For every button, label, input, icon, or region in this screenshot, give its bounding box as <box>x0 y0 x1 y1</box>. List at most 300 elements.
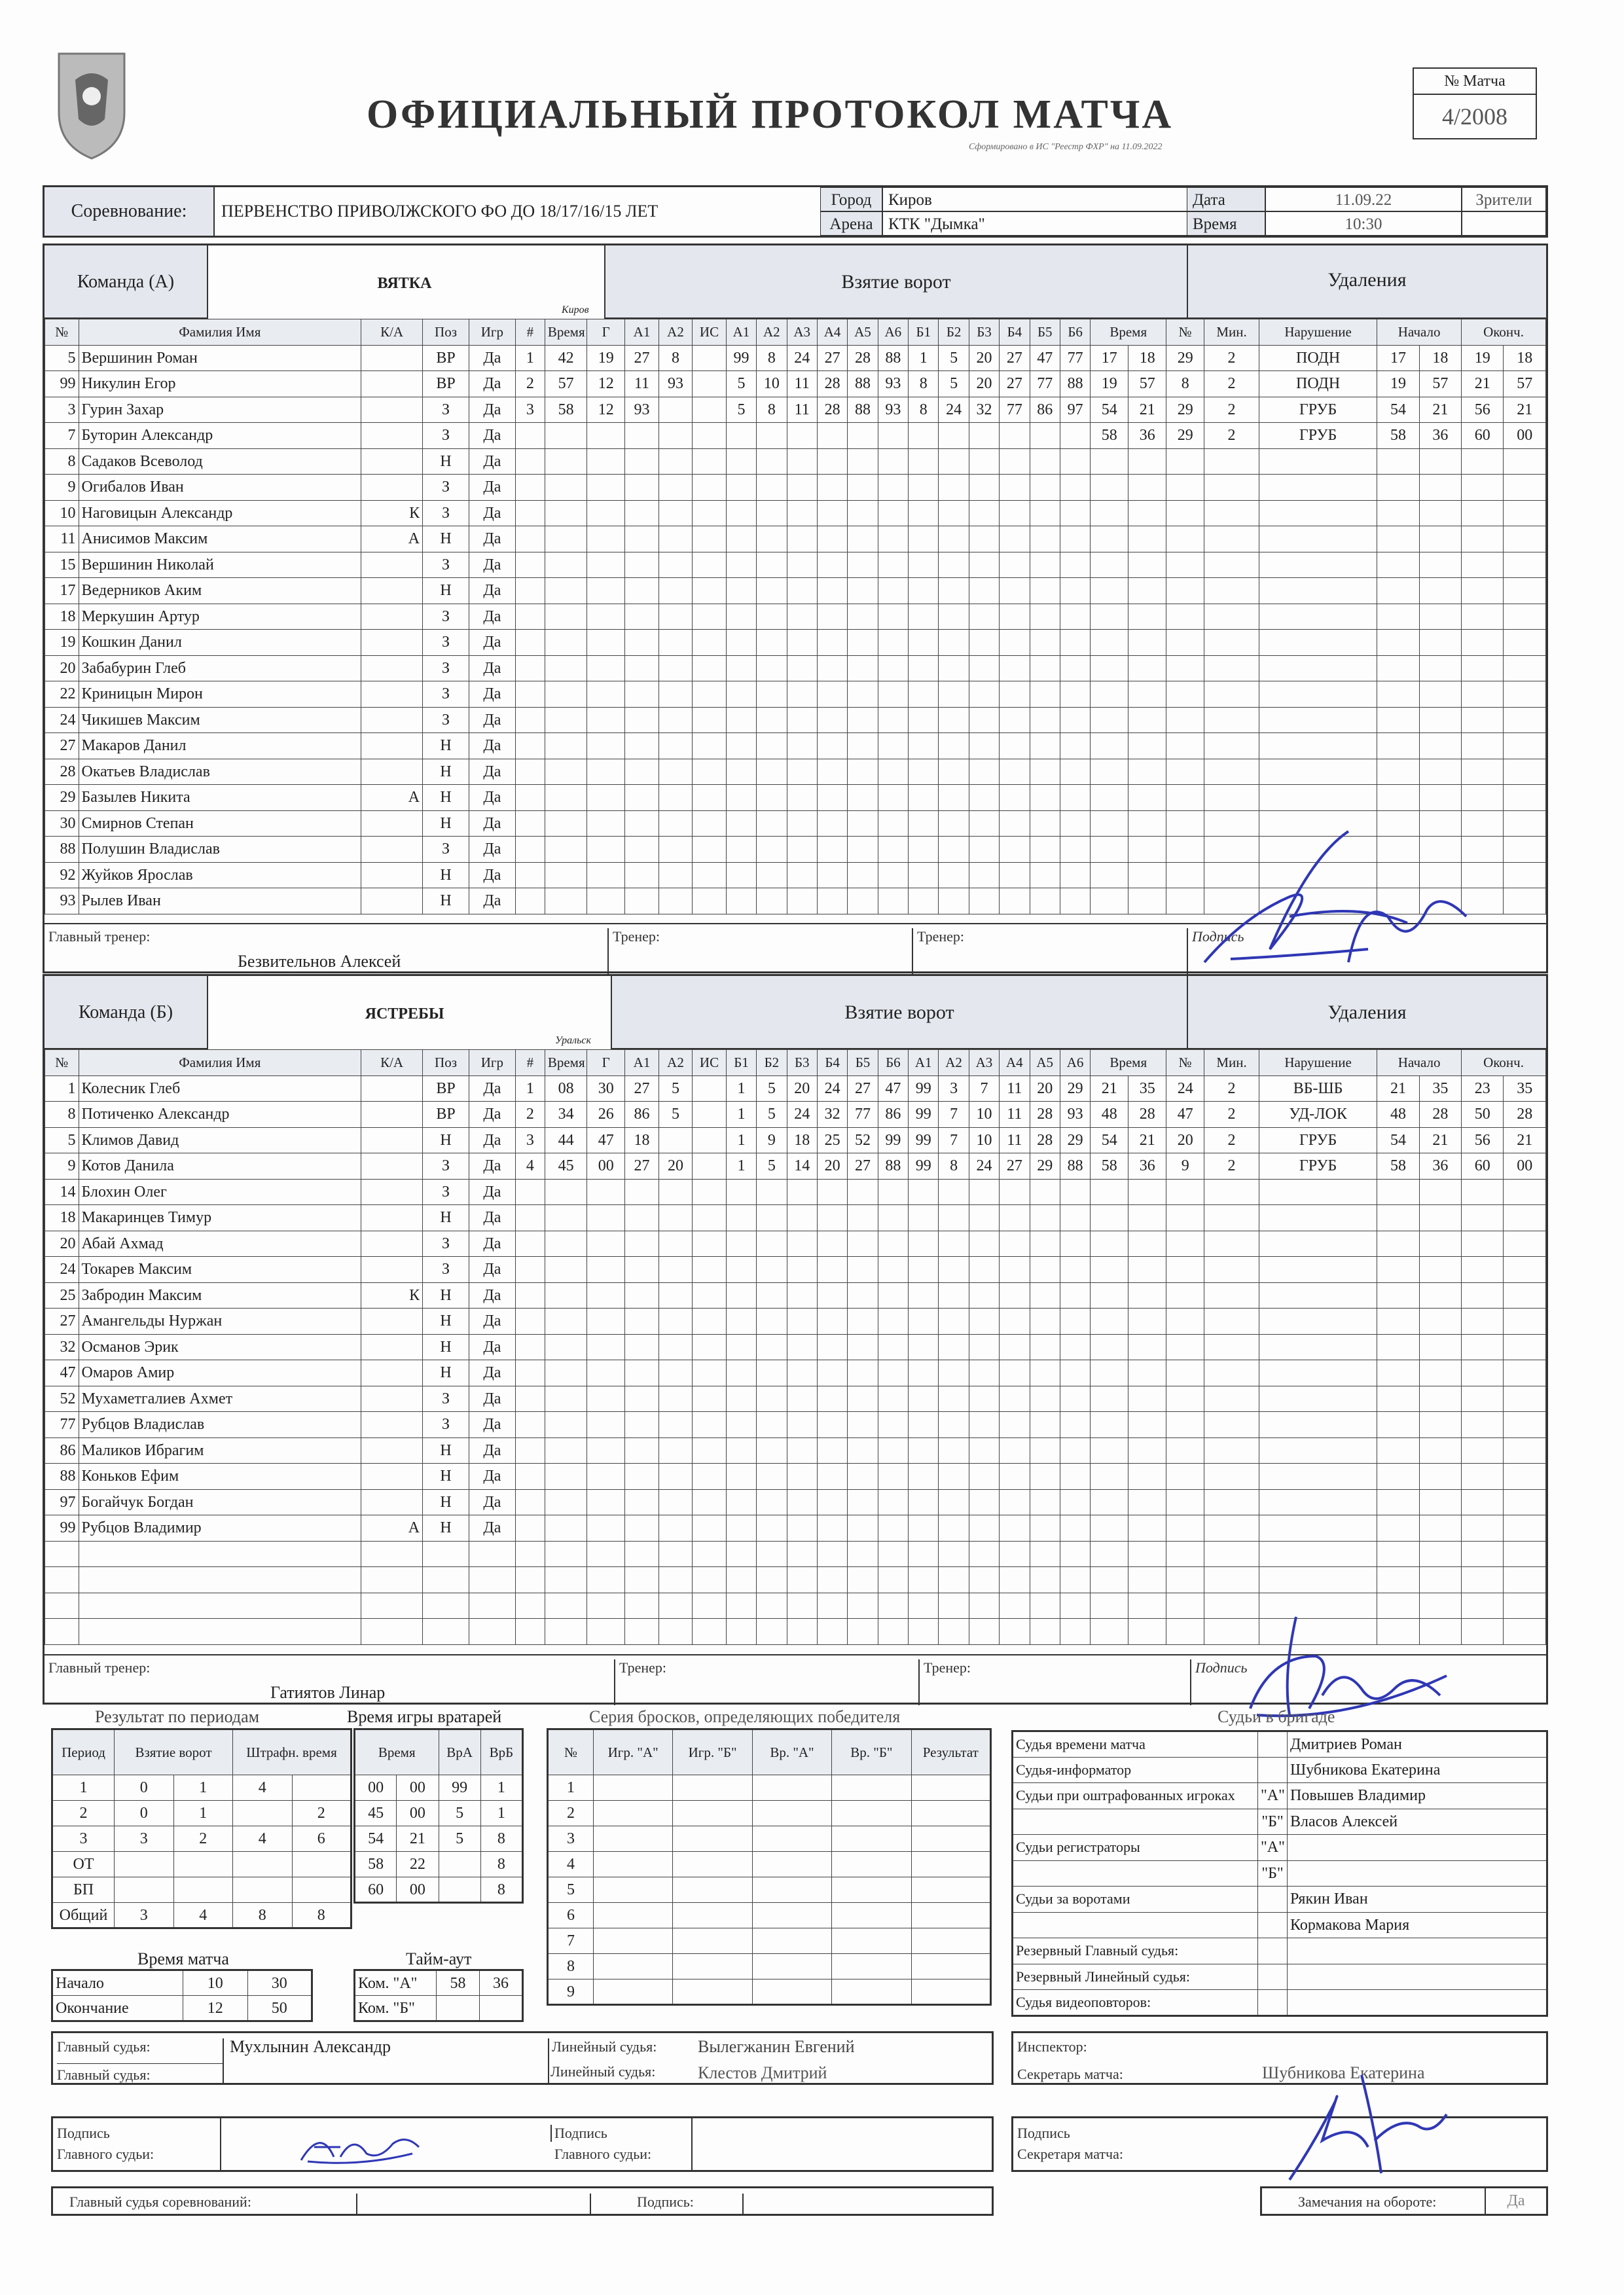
team-a-penalty-field <box>1091 759 1128 785</box>
team-a-oncourt-player <box>1060 733 1090 759</box>
team-a-pen-head-0: Время <box>1091 319 1166 346</box>
shootout-number: 5 <box>548 1877 594 1903</box>
team-b-player-name: Рубцов Владимир <box>79 1515 361 1542</box>
team-a-oncourt-player <box>787 423 817 449</box>
team-a-player-number: 92 <box>45 862 79 888</box>
team-b-penalty-field <box>1166 1619 1204 1645</box>
team-b-goal-field <box>625 1489 659 1515</box>
team-a-oncourt-player <box>909 526 939 552</box>
team-b-oncourt-player <box>1000 1567 1030 1593</box>
team-a-oncourt-player <box>787 604 817 630</box>
team-a-goal-field <box>545 500 586 526</box>
team-a-goal-field <box>515 423 545 449</box>
team-a-player-number: 8 <box>45 448 79 475</box>
team-b-goal-field <box>625 1541 659 1567</box>
team-b-oncourt-player <box>969 1619 999 1645</box>
team-a-goal-field <box>693 707 727 733</box>
team-a-player-name: Кошкин Данил <box>79 630 361 656</box>
team-a-penalty-field <box>1091 526 1128 552</box>
team-a-player-ka <box>361 552 423 578</box>
team-b-oncourt-player <box>848 1360 878 1386</box>
team-a-penalty-field <box>1462 733 1504 759</box>
line-referee-2: Клестов Дмитрий <box>698 2063 827 2082</box>
team-a-player-pos: З <box>423 423 469 449</box>
period-value <box>292 1877 352 1903</box>
period-value: 2 <box>173 1826 233 1852</box>
shootout-cell <box>673 1903 752 1928</box>
team-b-player-number: 97 <box>45 1489 79 1515</box>
team-a-oncourt-player <box>848 552 878 578</box>
team-a-oncourt-player <box>969 785 999 811</box>
team-a-oncourt-player <box>1060 888 1090 914</box>
team-b-player-name: Потиченко Александр <box>79 1102 361 1128</box>
team-a-oncourt-player <box>726 448 756 475</box>
team-a-penalty-field <box>1128 888 1166 914</box>
team-a-goal-field <box>545 552 586 578</box>
team-b-penalty-field <box>1419 1437 1461 1464</box>
team-b-penalty-field <box>1091 1309 1128 1335</box>
team-a-oncourt-player: 93 <box>878 397 908 423</box>
date-label: Дата <box>1187 187 1265 211</box>
team-b-player-name: Абай Ахмад <box>79 1231 361 1257</box>
team-a-oncourt-player <box>817 785 847 811</box>
team-b-oncourt-player <box>757 1386 787 1412</box>
spectators-value <box>1462 211 1546 236</box>
team-b-penalty-field <box>1166 1205 1204 1231</box>
team-b-player-number: 52 <box>45 1386 79 1412</box>
team-b-goal-field <box>659 1127 693 1153</box>
team-a-goal-field: 12 <box>587 397 625 423</box>
team-b-player-name: Колесник Глеб <box>79 1075 361 1102</box>
table-row <box>45 578 1546 604</box>
team-b-oncourt-player <box>848 1412 878 1438</box>
team-a-oncourt-player <box>1030 475 1060 501</box>
team-a-penalty-field <box>1462 475 1504 501</box>
team-b-oncourt-player <box>1030 1205 1060 1231</box>
official-row <box>1013 1887 1547 1913</box>
team-b-penalty-field <box>1462 1464 1504 1490</box>
team-a-penalty-field <box>1128 604 1166 630</box>
team-b-goal-field <box>693 1205 727 1231</box>
team-b-oncourt-player <box>726 1205 756 1231</box>
team-a-penalty-field <box>1091 810 1128 837</box>
team-b-penalty-field <box>1166 1309 1204 1335</box>
team-a-sign-label: Подпись <box>1187 928 1244 974</box>
shootout-cell <box>832 1903 911 1928</box>
shootout-cell <box>911 1826 990 1852</box>
team-b-pen-head-1: № <box>1166 1050 1204 1076</box>
shootout-cell <box>594 1954 673 1979</box>
team-b-oncourt-player <box>848 1334 878 1360</box>
shootout-cell <box>752 1928 831 1954</box>
team-b-penalty-field: 35 <box>1419 1075 1461 1102</box>
team-b-city: Уральск <box>555 1035 591 1046</box>
team-b-goal-field <box>659 1515 693 1542</box>
team-b-penalty-field <box>1504 1231 1546 1257</box>
team-a-player-name: Огибалов Иван <box>79 475 361 501</box>
team-a-oncourt-player <box>726 837 756 863</box>
shootout-head-4: Вр. "Б" <box>832 1729 911 1775</box>
team-b-goal-field <box>545 1437 586 1464</box>
team-b-oncourt-player <box>1030 1464 1060 1490</box>
team-b-goal-head-1: Время <box>545 1050 586 1076</box>
team-a-player-name: Меркушин Артур <box>79 604 361 630</box>
team-a-oncourt-player <box>787 862 817 888</box>
team-a-goal-field <box>659 526 693 552</box>
team-a-oncourt-player <box>1060 552 1090 578</box>
team-b-oncourt-player <box>787 1179 817 1205</box>
team-b-oncourt-player <box>878 1567 908 1593</box>
team-b-goal-field <box>587 1309 625 1335</box>
team-b-goal-field <box>545 1309 586 1335</box>
team-a-penalty-field <box>1504 552 1546 578</box>
team-b-penalty-field: 54 <box>1377 1127 1419 1153</box>
team-a-oncourt-player: 8 <box>909 371 939 397</box>
team-a-player-name: Полушин Владислав <box>79 837 361 863</box>
team-b-goal-field <box>515 1386 545 1412</box>
team-b-player-pos: З <box>423 1179 469 1205</box>
team-a-oncourt-player <box>878 888 908 914</box>
team-a-goal-field <box>659 810 693 837</box>
team-a-goal-field <box>515 759 545 785</box>
team-a-goal-field: 27 <box>625 345 659 371</box>
team-a-player-name: Анисимов Максим <box>79 526 361 552</box>
team-a-goal-field <box>625 578 659 604</box>
team-b-goal-field <box>659 1334 693 1360</box>
team-a-player-name: Жуйков Ярослав <box>79 862 361 888</box>
line-referee-1: Вылегжанин Евгений <box>698 2037 855 2056</box>
period-value <box>173 1852 233 1877</box>
team-a-goal-head-3: А1 <box>625 319 659 346</box>
team-a-penalty-field <box>1377 785 1419 811</box>
team-b-goal-field <box>693 1541 727 1567</box>
team-b-penalty-field <box>1377 1309 1419 1335</box>
team-b-player-played <box>469 1619 515 1645</box>
team-b-penalty-field <box>1166 1386 1204 1412</box>
official-name: Шубникова Екатерина <box>1288 1757 1547 1783</box>
team-a-penalty-field <box>1166 552 1204 578</box>
team-a-oncourt-player <box>1030 578 1060 604</box>
team-a-goal-field <box>625 655 659 681</box>
team-b-goal-field <box>515 1334 545 1360</box>
team-a-penalty-field <box>1504 837 1546 863</box>
team-b-oncourt-player <box>726 1567 756 1593</box>
team-a-goal-field <box>545 888 586 914</box>
team-a-oncourt-player <box>1030 630 1060 656</box>
team-b-oncourt-player <box>1000 1464 1030 1490</box>
shootout-title: Серия бросков, определяющих победителя <box>589 1707 901 1726</box>
team-a-penalty-field <box>1259 475 1377 501</box>
team-b-penalty-field <box>1204 1567 1259 1593</box>
team-b-player-played: Да <box>469 1437 515 1464</box>
team-b-penalty-field <box>1419 1567 1461 1593</box>
team-a-pen-head-3: Нарушение <box>1259 319 1377 346</box>
shootout-cell <box>673 1775 752 1801</box>
team-a-goal-field <box>693 604 727 630</box>
team-a-player-name: Рылев Иван <box>79 888 361 914</box>
team-a-penalty-field <box>1091 655 1128 681</box>
team-a-oncourt-player <box>726 888 756 914</box>
team-a-penalty-field <box>1128 681 1166 708</box>
team-a-penalty-field <box>1259 681 1377 708</box>
spectators-label: Зрители <box>1462 187 1546 211</box>
team-a-oncourt-player <box>1060 448 1090 475</box>
team-b-penalty-field <box>1128 1593 1166 1619</box>
team-a-on2-head-4: Б5 <box>1030 319 1060 346</box>
team-b-penalty-field <box>1091 1464 1128 1490</box>
team-b-player-name: Котов Данила <box>79 1153 361 1180</box>
table-row <box>45 1464 1546 1490</box>
team-a-oncourt-player <box>817 423 847 449</box>
team-b-penalty-field: 00 <box>1504 1153 1546 1180</box>
team-a-coach: Безвительнов Алексей <box>238 952 401 971</box>
team-b-oncourt-player: 20 <box>1030 1075 1060 1102</box>
team-a-oncourt-player <box>939 810 969 837</box>
team-a-player-pos: Н <box>423 888 469 914</box>
team-b-oncourt-player <box>817 1515 847 1542</box>
team-b-penalty-field: 28 <box>1504 1102 1546 1128</box>
team-b-goal-head-3: А1 <box>625 1050 659 1076</box>
team-b-player-ka <box>361 1567 423 1593</box>
team-a-player-ka <box>361 733 423 759</box>
team-b-penalty-field <box>1462 1386 1504 1412</box>
team-b-oncourt-player: 11 <box>1000 1075 1030 1102</box>
table-row <box>45 630 1546 656</box>
team-b-penalty-field <box>1377 1489 1419 1515</box>
period-value: 3 <box>115 1903 174 1928</box>
team-b-oncourt-player <box>787 1309 817 1335</box>
team-b-on2-head-3: А4 <box>1000 1050 1030 1076</box>
team-b-penalty-field <box>1377 1282 1419 1309</box>
team-b-oncourt-player <box>939 1360 969 1386</box>
team-a-oncourt-player <box>757 733 787 759</box>
team-a-oncourt-player: 8 <box>909 397 939 423</box>
team-a-oncourt-player <box>939 526 969 552</box>
shootout-cell <box>594 1928 673 1954</box>
team-b-penalty-field: 24 <box>1166 1075 1204 1102</box>
team-b-goal-field <box>587 1437 625 1464</box>
team-a-goal-field <box>545 630 586 656</box>
team-a-goal-field <box>587 630 625 656</box>
team-b-player-played: Да <box>469 1075 515 1102</box>
periods-head-pim: Штрафн. время <box>233 1729 352 1775</box>
team-a-goal-field <box>625 759 659 785</box>
team-b-oncourt-player <box>1000 1593 1030 1619</box>
team-a-penalty-field: 29 <box>1166 345 1204 371</box>
team-b-penalty-field <box>1128 1541 1166 1567</box>
team-a-goal-field <box>587 552 625 578</box>
team-b-oncourt-player <box>1000 1541 1030 1567</box>
team-a-goal-field <box>587 888 625 914</box>
team-b-penalty-field <box>1259 1567 1377 1593</box>
shootout-cell <box>911 1928 990 1954</box>
table-row <box>45 1257 1546 1283</box>
team-b-oncourt-player <box>787 1412 817 1438</box>
timeout-a-m: 58 <box>437 1970 480 1996</box>
team-a-goal-field <box>545 423 586 449</box>
team-a-oncourt-player <box>757 655 787 681</box>
official-team-tag <box>1258 1964 1288 1990</box>
team-b-goal-field <box>625 1360 659 1386</box>
team-b-player-ka <box>361 1309 423 1335</box>
team-b-penalty-field <box>1091 1437 1128 1464</box>
team-a-goal-field <box>625 810 659 837</box>
team-a-oncourt-player: 28 <box>817 371 847 397</box>
team-a-oncourt-player <box>817 526 847 552</box>
team-a-oncourt-player <box>1060 707 1090 733</box>
team-a-oncourt-player <box>757 759 787 785</box>
team-b-player-pos: Н <box>423 1309 469 1335</box>
team-a-player-ka <box>361 759 423 785</box>
team-b-penalty-field <box>1091 1360 1128 1386</box>
team-b-penalty-field <box>1462 1412 1504 1438</box>
team-a-oncourt-player <box>909 681 939 708</box>
team-b-on1-head-4: Б5 <box>848 1050 878 1076</box>
team-b-penalty-field <box>1504 1257 1546 1283</box>
team-a-oncourt-player <box>878 707 908 733</box>
team-b-oncourt-player: 10 <box>969 1127 999 1153</box>
team-a-oncourt-player <box>787 733 817 759</box>
team-b-player-ka <box>361 1464 423 1490</box>
team-b-penalty-field: 2 <box>1204 1153 1259 1180</box>
team-a-oncourt-player <box>848 862 878 888</box>
team-a-penalty-field <box>1166 448 1204 475</box>
team-a-penalty-field <box>1419 552 1461 578</box>
team-b-oncourt-player: 99 <box>909 1102 939 1128</box>
team-b-player-name: Забродин Максим <box>79 1282 361 1309</box>
team-a-penalty-field <box>1204 604 1259 630</box>
team-b-player-name <box>79 1619 361 1645</box>
team-b-oncourt-player <box>1000 1386 1030 1412</box>
remarks-label: Замечания на обороте: <box>1298 2194 1437 2210</box>
team-a-goal-field: 58 <box>545 397 586 423</box>
team-a-penalty-field <box>1204 475 1259 501</box>
team-b-penalty-field <box>1091 1619 1128 1645</box>
team-b-penalty-field <box>1462 1231 1504 1257</box>
team-a-penalty-field <box>1128 552 1166 578</box>
table-row <box>355 1852 523 1877</box>
team-a-oncourt-player <box>909 578 939 604</box>
team-a-oncourt-player <box>848 785 878 811</box>
team-a-penalty-field <box>1166 785 1204 811</box>
team-b-oncourt-player <box>757 1515 787 1542</box>
team-a-oncourt-player: 28 <box>817 397 847 423</box>
period-value <box>292 1775 352 1801</box>
team-b-oncourt-player <box>1030 1567 1060 1593</box>
team-b-oncourt-player <box>878 1205 908 1231</box>
team-b-oncourt-player <box>1000 1412 1030 1438</box>
team-a-player-played: Да <box>469 733 515 759</box>
table-row <box>45 1437 1546 1464</box>
team-b-oncourt-player: 1 <box>726 1075 756 1102</box>
team-a-penalty-field <box>1091 552 1128 578</box>
match-start-label: Начало <box>52 1970 183 1996</box>
period-value: 6 <box>292 1826 352 1852</box>
timeout-b-s <box>480 1996 523 2021</box>
team-b-penalty-field <box>1462 1179 1504 1205</box>
team-a-oncourt-player <box>1000 500 1030 526</box>
timeout-a-s: 36 <box>480 1970 523 1996</box>
team-b-penalty-field <box>1204 1334 1259 1360</box>
team-b-oncourt-player <box>817 1386 847 1412</box>
team-b-penalty-field <box>1419 1231 1461 1257</box>
periods-table <box>51 1728 352 1929</box>
team-a-oncourt-player: 24 <box>787 345 817 371</box>
team-b-oncourt-player <box>1060 1179 1090 1205</box>
team-a-head-0: № <box>45 319 79 346</box>
team-b-goal-field <box>659 1205 693 1231</box>
table-row <box>45 371 1546 397</box>
period-name: БП <box>52 1877 115 1903</box>
team-a-oncourt-player <box>757 630 787 656</box>
team-a-player-played: Да <box>469 785 515 811</box>
team-a-goal-field <box>659 785 693 811</box>
team-a-goal-field <box>515 655 545 681</box>
team-b-goal-field <box>659 1437 693 1464</box>
team-a-player-name: Никулин Егор <box>79 371 361 397</box>
team-b-player-ka <box>361 1205 423 1231</box>
team-b-penalty-field <box>1091 1593 1128 1619</box>
match-end-m: 50 <box>247 1996 312 2021</box>
team-a-oncourt-player <box>939 423 969 449</box>
team-a-goal-field <box>587 837 625 863</box>
team-a-penalty-field <box>1128 578 1166 604</box>
team-b-coach-label: Главный тренер: <box>48 1659 151 1676</box>
team-b-goal-field <box>625 1257 659 1283</box>
team-a-goal-field <box>515 526 545 552</box>
team-a-player-pos: Н <box>423 759 469 785</box>
team-a-penalty-field <box>1128 707 1166 733</box>
team-a-penalty-field <box>1166 500 1204 526</box>
team-a-oncourt-player <box>848 707 878 733</box>
team-a-player-pos: З <box>423 707 469 733</box>
team-a-goal-field <box>587 759 625 785</box>
team-a-oncourt-player <box>1060 810 1090 837</box>
team-b-oncourt-player <box>787 1437 817 1464</box>
team-b-penalty-field <box>1259 1231 1377 1257</box>
team-a-penalty-field <box>1128 448 1166 475</box>
team-b-penalty-field <box>1462 1489 1504 1515</box>
team-b-oncourt-player <box>726 1179 756 1205</box>
team-a-oncourt-player <box>1030 733 1060 759</box>
team-a-penalty-field <box>1462 552 1504 578</box>
team-b-player-number <box>45 1541 79 1567</box>
team-a-penalty-field <box>1259 552 1377 578</box>
team-b-oncourt-player <box>939 1567 969 1593</box>
team-b-penalty-field <box>1128 1386 1166 1412</box>
team-b-oncourt-player <box>817 1489 847 1515</box>
team-b-goal-field <box>587 1386 625 1412</box>
team-a-oncourt-player <box>726 423 756 449</box>
team-a-oncourt-player <box>787 785 817 811</box>
team-b-oncourt-player <box>787 1541 817 1567</box>
team-a-oncourt-player <box>1030 448 1060 475</box>
team-b-penalty-field <box>1504 1386 1546 1412</box>
team-b-player-number: 88 <box>45 1464 79 1490</box>
team-b-player-pos: З <box>423 1231 469 1257</box>
team-a-player-number: 15 <box>45 552 79 578</box>
official-team-tag <box>1258 1757 1288 1783</box>
team-b-head-0: № <box>45 1050 79 1076</box>
team-b-oncourt-player <box>909 1593 939 1619</box>
team-a-penalty-field <box>1204 733 1259 759</box>
table-row <box>45 1231 1546 1257</box>
table-row <box>45 1541 1546 1567</box>
team-a-penalty-field <box>1504 681 1546 708</box>
team-b-oncourt-player <box>787 1360 817 1386</box>
team-a-oncourt-player <box>1060 578 1090 604</box>
team-b-player-name <box>79 1593 361 1619</box>
